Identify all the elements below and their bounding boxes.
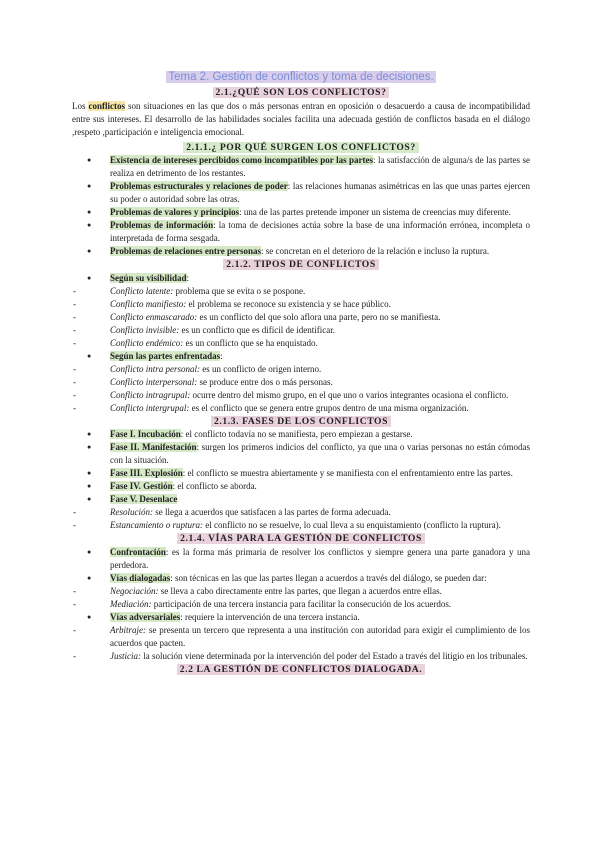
- list-item: - Conflicto interpersonal: se produce entre dos o más personas.: [72, 376, 530, 389]
- section-heading-2-2: 2.2 LA GESTIÓN DE CONFLICTOS DIALOGADA.: [72, 663, 530, 677]
- list-item: - Conflicto manifiesto: el problema se reconoce su existencia y se hace público.: [72, 298, 530, 311]
- list-item: ● Confrontación: es la forma más primaria de resolver los conflictos y siempre genera una parte ganadora y una perdedora.: [72, 546, 530, 572]
- list-item: - Mediación: participación de una tercera instancia para facilitar la consecución de los acuerdos.: [72, 598, 530, 611]
- list-item: - Conflicto intragrupal: ocurre dentro del mismo grupo, en el que uno o varios integrantes ocasiona el conflicto.: [72, 389, 530, 402]
- list-item: ● Según su visibilidad:: [72, 272, 530, 285]
- list-item: - Conflicto intra personal: es un conflicto de origen interno.: [72, 363, 530, 376]
- section-heading-2-1-2: 2.1.2. TIPOS DE CONFLICTOS: [72, 258, 530, 272]
- section-heading-2-1: 2.1.¿QUÉ SON LOS CONFLICTOS?: [72, 86, 530, 100]
- list-item: - Negociación: se lleva a cabo directamente entre las partes, que llegan a acuerdos entre ellas.: [72, 585, 530, 598]
- list-item: - Conflicto intergrupal: es el conflicto que se genera entre grupos dentro de una misma organización.: [72, 402, 530, 415]
- list-item: ● Fase I. Incubación: el conflicto todavía no se manifiesta, pero empiezan a gestarse.: [72, 428, 530, 441]
- section-heading-2-1-1: 2.1.1.¿ POR QUÉ SURGEN LOS CONFLICTOS?: [72, 141, 530, 155]
- phases-list: [72, 428, 530, 532]
- list-item: - Conflicto endémico: es un conflicto que se ha enquistado.: [72, 337, 530, 350]
- document-title: Tema 2. Gestión de conflictos y toma de decisiones.: [168, 71, 434, 83]
- highlighted-term: conflictos: [88, 100, 125, 111]
- list-item: ● Problemas de valores y principios: una de las partes pretende imponer un sistema de creencias muy diferente.: [72, 206, 530, 219]
- types-list: [72, 272, 530, 415]
- ways-list: [72, 546, 530, 663]
- section-heading-2-1-4: 2.1.4. VÍAS PARA LA GESTIÓN DE CONFLICTOS: [72, 532, 530, 546]
- section-heading-2-1-3: 2.1.3. FASES DE LOS CONFLICTOS: [72, 415, 530, 429]
- list-item: - Conflicto latente: problema que se evita o se pospone.: [72, 285, 530, 298]
- list-item: - Estancamiento o ruptura: el conflicto no se resuelve, lo cual lleva a su enquistamiento (conflicto la ruptura).: [72, 519, 530, 532]
- list-item: ● Problemas de información: la toma de decisiones actúa sobre la base de una información errónea, incompleta o interpretada de forma sesgada.: [72, 219, 530, 245]
- list-item: - Justicia: la solución viene determinada por la intervención del poder del Estado a través del litigio en los tribunales.: [72, 650, 530, 663]
- list-item: ● Fase V. Desenlace: [72, 493, 530, 506]
- list-item: ● Vías adversariales: requiere la intervención de una tercera instancia.: [72, 611, 530, 624]
- list-item: ● Fase IV. Gestión: el conflicto se aborda.: [72, 480, 530, 493]
- causes-list: [72, 154, 530, 258]
- list-item: - Resolución: se llega a acuerdos que satisfacen a las partes de forma adecuada.: [72, 506, 530, 519]
- list-item: ● Problemas de relaciones entre personas: se concretan en el deterioro de la relación e incluso la ruptura.: [72, 245, 530, 258]
- list-item: ● Fase II. Manifestación: surgen los primeros indicios del conflicto, ya que una o varias personas no están cómodas con la situación.: [72, 441, 530, 467]
- list-item: - Conflicto enmascarado: es un conflicto del que solo aflora una parte, pero no se manifiesta.: [72, 311, 530, 324]
- list-item: ● Existencia de intereses percibidos como incompatibles por las partes: la satisfacción de alguna/s de las partes se realiza en detrimento de los restantes.: [72, 154, 530, 180]
- list-item: ● Problemas estructurales y relaciones de poder: las relaciones humanas asimétricas en las que unas partes ejercen su poder o autoridad sobre las otras.: [72, 180, 530, 206]
- list-item: - Arbitraje: se presenta un tercero que representa a una institución con autoridad para exigir el cumplimiento de los acuerdos que pacten.: [72, 624, 530, 650]
- list-item: - Conflicto invisible: es un conflicto que es difícil de identificar.: [72, 324, 530, 337]
- list-item: ● Según las partes enfrentadas:: [72, 350, 530, 363]
- list-item: ● Vías dialogadas: son técnicas en las que las partes llegan a acuerdos a través del diálogo, se pueden dar:: [72, 572, 530, 585]
- list-item: ● Fase III. Explosión: el conflicto se muestra abiertamente y se manifiesta con el enfrentamiento entre las partes.: [72, 467, 530, 480]
- intro-paragraph: Los conflictos son situaciones en las que dos o más personas entran en oposición o desacuerdo a causa de incompatibilidad entre sus intereses. El desarrollo de las habilidades sociales facilita una adecuada gestión de conflictos basada en el diálogo ,respeto ,participación e inteligencia emocional.: [72, 100, 530, 137]
